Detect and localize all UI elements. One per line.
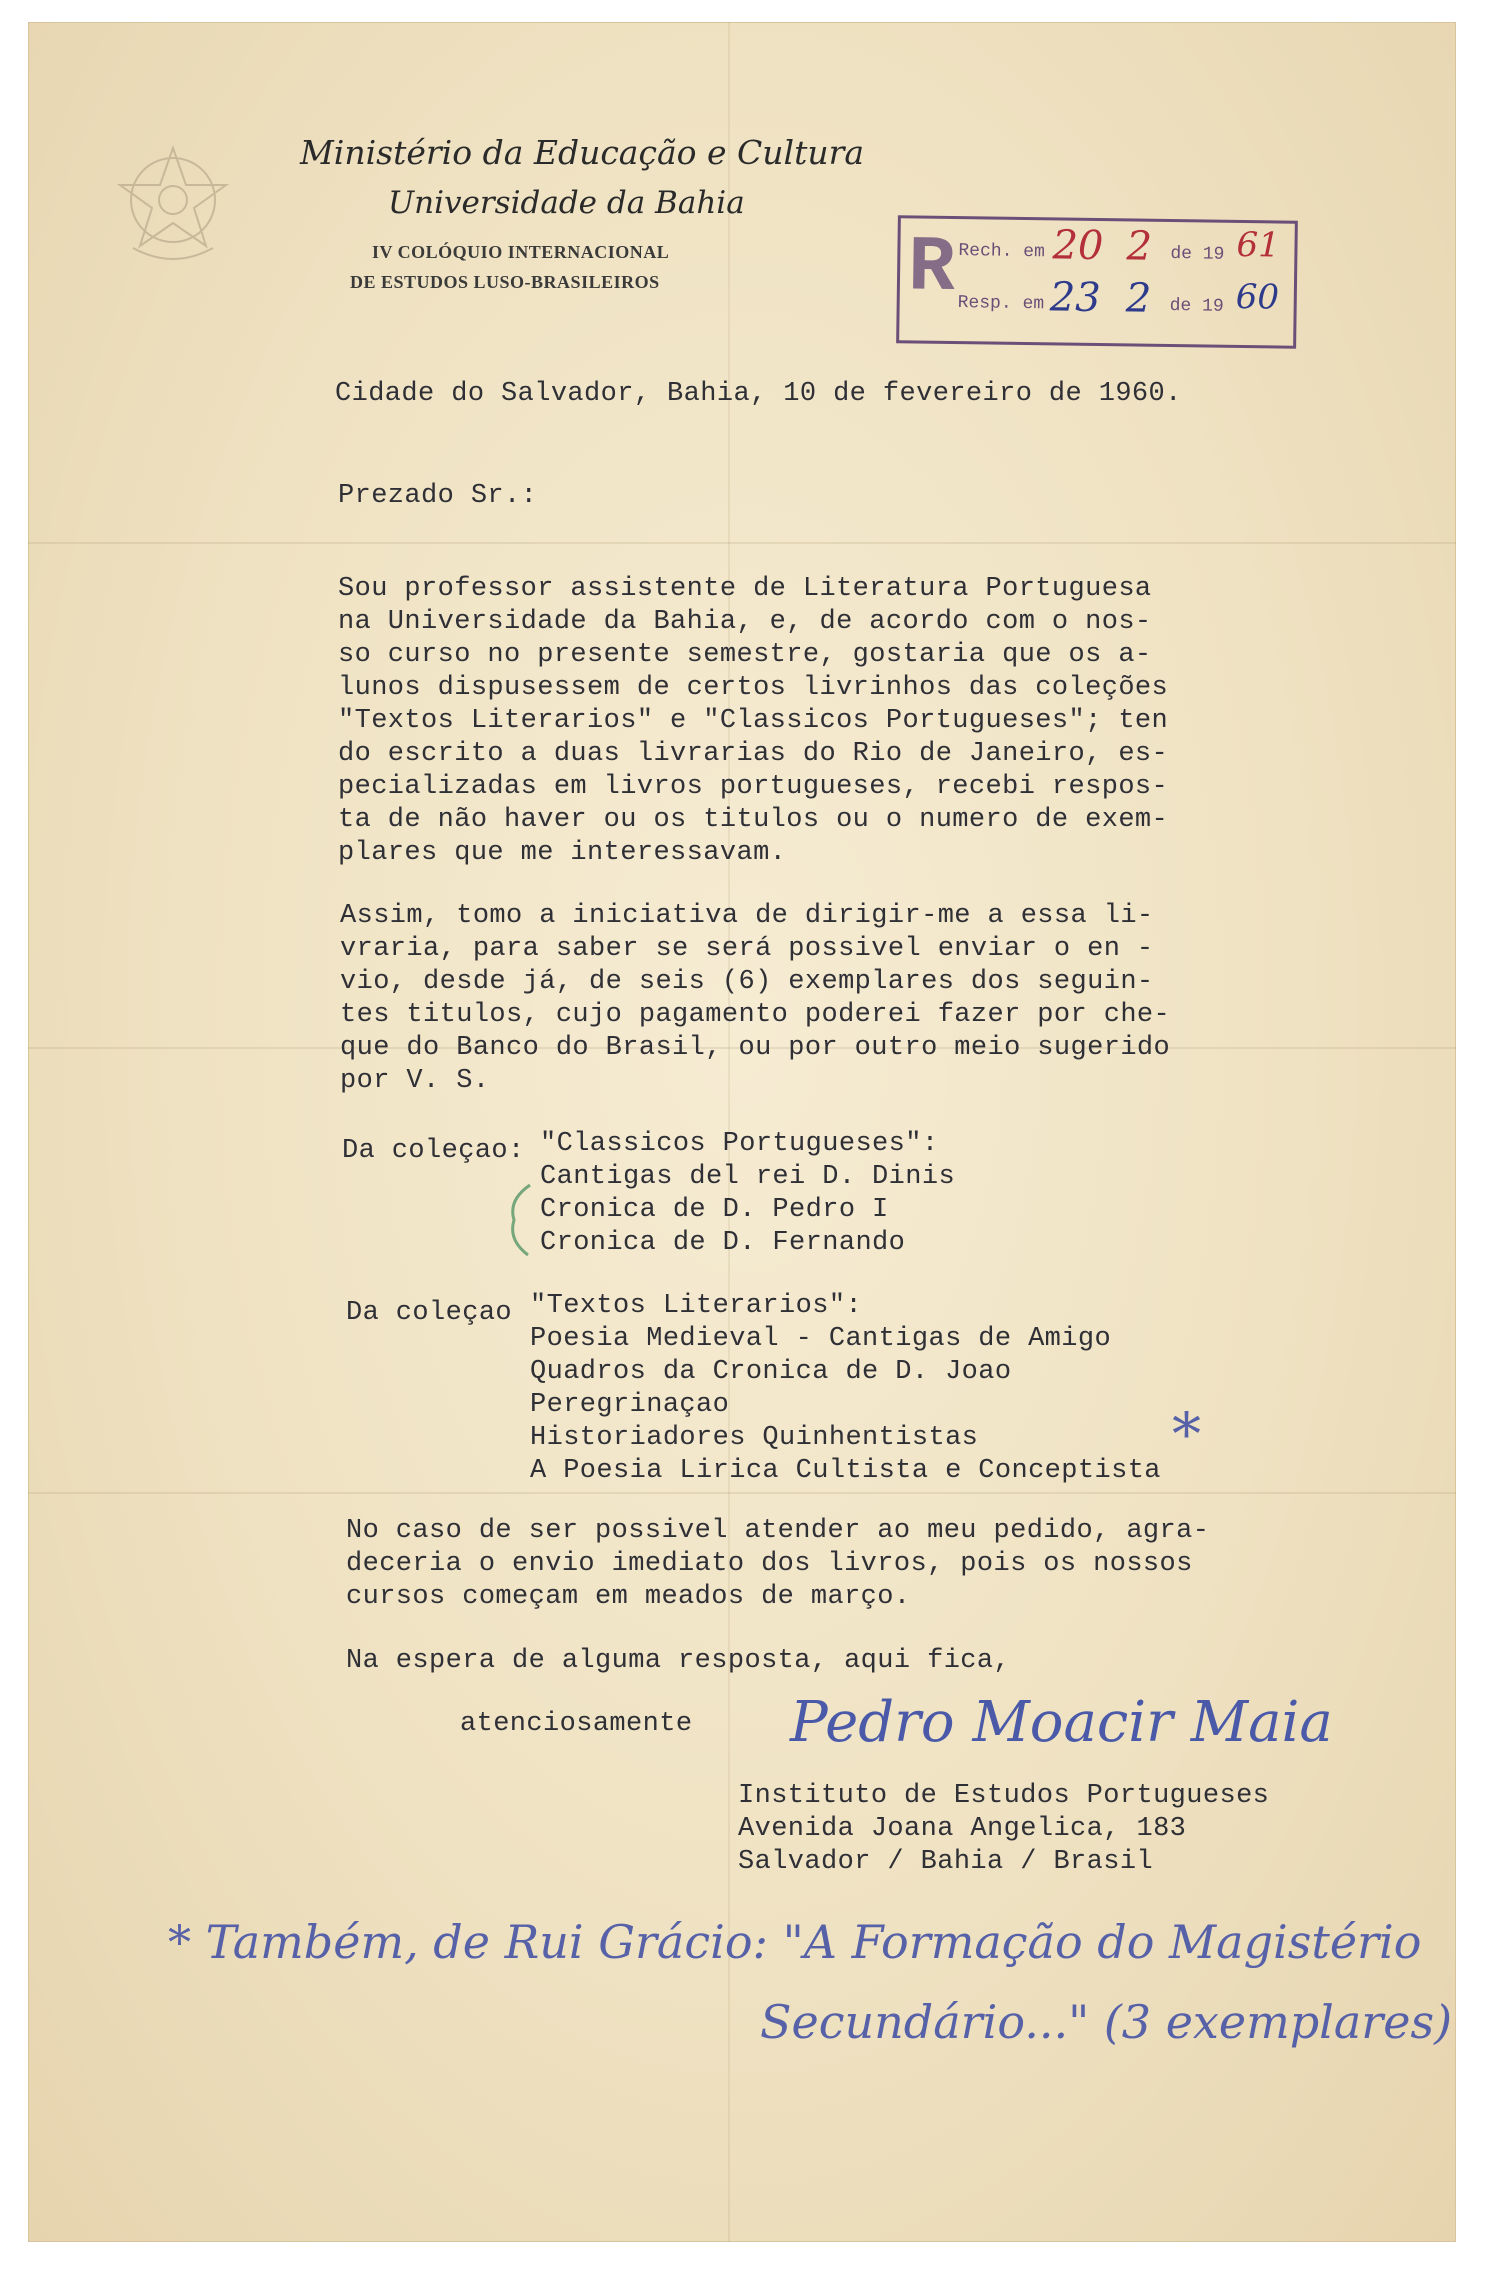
text-line: "Textos Literarios" e "Classicos Portugueses"; ten — [338, 706, 1169, 736]
stamp-answered-year-prefix: de 19 — [1169, 296, 1224, 317]
stamp-received-year: 61 — [1236, 224, 1281, 266]
address-line: Instituto de Estudos Portugueses — [738, 1781, 1270, 1811]
text-line: cursos começam em meados de março. — [346, 1582, 911, 1612]
collection-2-item: A Poesia Lirica Cultista e Conceptista — [530, 1456, 1161, 1486]
university-heading: Universidade da Bahia — [388, 185, 745, 221]
salutation: Prezado Sr.: — [338, 481, 538, 511]
address-line: Avenida Joana Angelica, 183 — [738, 1814, 1187, 1844]
text-line: No caso de ser possivel atender ao meu pedido, agra- — [346, 1516, 1210, 1546]
stamp-received-day: 20 — [1052, 222, 1104, 270]
stamp-received-month: 2 — [1126, 223, 1153, 270]
stamp-answered-year: 60 — [1235, 276, 1280, 318]
text-line: pecializadas em livros portugueses, recebi respos- — [338, 772, 1169, 802]
collection-1-item: Cantigas del rei D. Dinis — [540, 1162, 956, 1192]
valediction: atenciosamente — [460, 1709, 693, 1739]
text-line: lunos dispusessem de certos livrinhos das coleções — [338, 673, 1169, 703]
text-line: tes titulos, cujo pagamento poderei fazer por che- — [340, 1000, 1171, 1030]
note-line: Secundário..." (3 exemplares) — [760, 1995, 1453, 2049]
collection-2-item: Historiadores Quinhentistas — [530, 1423, 979, 1453]
collection-2-item: Quadros da Cronica de D. Joao — [530, 1357, 1012, 1387]
collection-1-item: Cronica de D. Fernando — [540, 1228, 906, 1258]
coat-of-arms-emblem — [98, 130, 248, 280]
collection-2-name: "Textos Literarios": — [530, 1291, 863, 1321]
fold-crease — [28, 542, 1456, 544]
fold-crease — [28, 1492, 1456, 1494]
collection-2-item: Peregrinaçao — [530, 1390, 730, 1420]
collection-2-label: Da coleçao — [346, 1298, 513, 1328]
text-line: na Universidade da Bahia, e, de acordo com o nos- — [338, 607, 1152, 637]
text-line: vraria, para saber se será possivel enviar o en - — [340, 934, 1154, 964]
ministry-heading: Ministério da Educação e Cultura — [300, 133, 865, 172]
green-bracket-mark — [500, 1180, 540, 1260]
date-line: Cidade do Salvador, Bahia, 10 de fevereiro de 1960. — [335, 379, 1182, 409]
text-line: Sou professor assistente de Literatura Portuguesa — [338, 574, 1152, 604]
text-line: vio, desde já, de seis (6) exemplares dos seguin- — [340, 967, 1154, 997]
address-line: Salvador / Bahia / Brasil — [738, 1847, 1154, 1877]
collection-1-item: Cronica de D. Pedro I — [540, 1195, 889, 1225]
stamp-received-year-prefix: de 19 — [1170, 244, 1225, 265]
text-line: ta de não haver ou os titulos ou o numero de exem- — [338, 805, 1169, 835]
collection-1-label: Da coleçao: — [342, 1136, 525, 1166]
received-stamp — [896, 215, 1298, 349]
text-line: plares que me interessavam. — [338, 838, 787, 868]
text-line: deceria o envio imediato dos livros, pois os nossos — [346, 1549, 1193, 1579]
text-line: por V. S. — [340, 1066, 490, 1096]
stamp-r-mark: R — [907, 224, 956, 314]
text-line: Assim, tomo a iniciativa de dirigir-me a essa li- — [340, 901, 1154, 931]
asterisk-mark: * — [1172, 1400, 1201, 1468]
stamp-received-label: Rech. em — [958, 241, 1045, 263]
text-line: que do Banco do Brasil, ou por outro meio sugerido — [340, 1033, 1171, 1063]
text-line: do escrito a duas livrarias do Rio de Janeiro, es- — [338, 739, 1169, 769]
colloquium-heading-line1: IV COLÓQUIO INTERNACIONAL — [372, 242, 670, 262]
collection-1-name: "Classicos Portugueses": — [540, 1129, 939, 1159]
handwritten-signature: Pedro Moacir Maia — [790, 1690, 1333, 1755]
stamp-answered-month: 2 — [1125, 275, 1152, 322]
text-line: so curso no presente semestre, gostaria que os a- — [338, 640, 1152, 670]
closing-line: Na espera de alguma resposta, aqui fica, — [346, 1646, 1011, 1676]
stamp-answered-label: Resp. em — [957, 293, 1045, 315]
note-line: * Também, de Rui Grácio: "A Formação do Magistério — [168, 1915, 1422, 1969]
stamp-answered-day: 23 — [1049, 274, 1102, 322]
colloquium-heading-line2: DE ESTUDOS LUSO-BRASILEIROS — [350, 272, 660, 292]
collection-2-item: Poesia Medieval - Cantigas de Amigo — [530, 1324, 1112, 1354]
